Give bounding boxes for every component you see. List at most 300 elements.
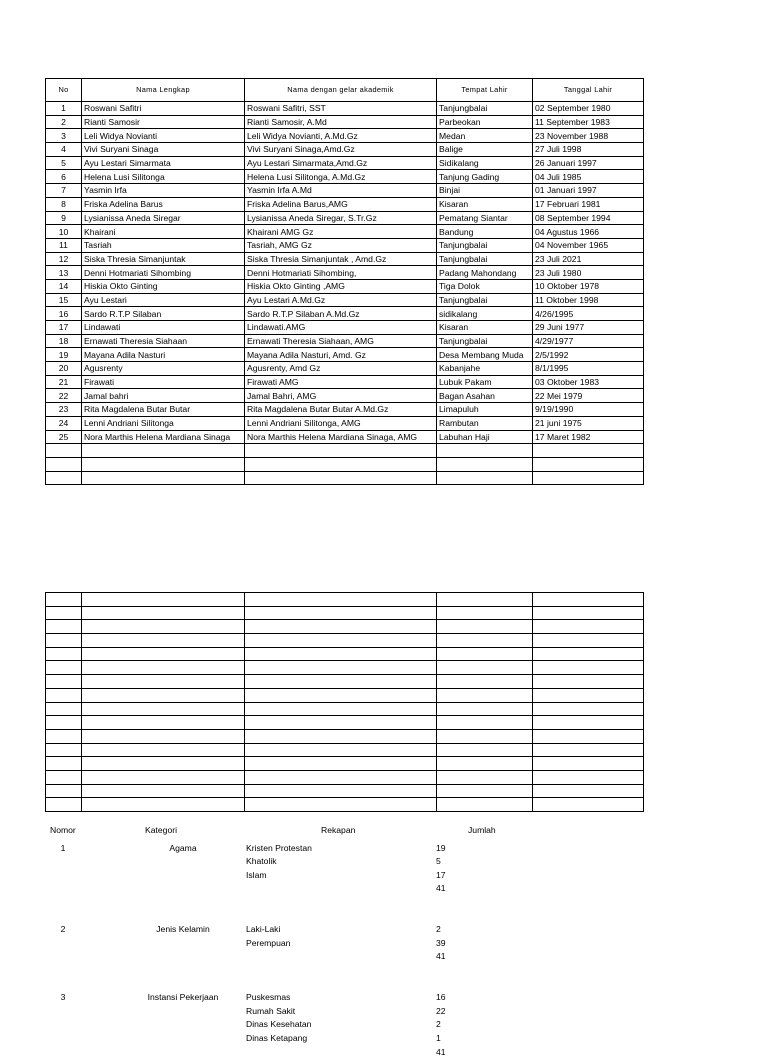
cell-no: 4: [46, 143, 82, 157]
blank-cell: [437, 620, 533, 634]
cell-no: 19: [46, 348, 82, 362]
blank-cell: [437, 784, 533, 798]
blank-cell: [245, 620, 437, 634]
rekap-item-label: Puskesmas: [246, 992, 291, 1003]
cell-tempat-lahir: Limapuluh: [437, 403, 533, 417]
blank-cell: [245, 743, 437, 757]
table-row: [46, 403, 644, 417]
cell-tempat-lahir: Parbeokan: [437, 115, 533, 129]
blank-cell: [82, 784, 245, 798]
blank-cell: [437, 757, 533, 771]
blank-cell: [533, 702, 644, 716]
blank-cell: [46, 634, 82, 648]
cell-nama-gelar: Ernawati Theresia Siahaan, AMG: [245, 334, 437, 348]
rekap-nomor: 3: [60, 992, 66, 1003]
cell-tanggal-lahir: 26 Januari 1997: [533, 156, 644, 170]
blank-cell: [437, 798, 533, 812]
rekap-item-label: Dinas Kesehatan: [246, 1019, 312, 1030]
cell-nama-gelar: Lenni Andriani Silitonga, AMG: [245, 416, 437, 430]
blank-cell: [82, 798, 245, 812]
cell-nama-lengkap: Rita Magdalena Butar Butar: [82, 403, 245, 417]
blank-cell: [82, 620, 245, 634]
blank-cell: [46, 798, 82, 812]
cell-tempat-lahir: Rambutan: [437, 416, 533, 430]
blank-cell: [533, 675, 644, 689]
rekap-item-value: 17: [436, 869, 446, 880]
blank-cell: [46, 661, 82, 675]
cell-nama-gelar: Jamal Bahri, AMG: [245, 389, 437, 403]
cell-no: 6: [46, 170, 82, 184]
cell-nama-gelar: Lysianissa Aneda Siregar, S.Tr.Gz: [245, 211, 437, 225]
cell-tempat-lahir: Tanjungbalai: [437, 102, 533, 116]
empty-cell: [245, 471, 437, 485]
cell-nama-lengkap: Yasmin Irfa: [82, 184, 245, 198]
blank-cell: [437, 729, 533, 743]
cell-nama-lengkap: Lysianissa Aneda Siregar: [82, 211, 245, 225]
blank-cell: [533, 798, 644, 812]
cell-nama-lengkap: Lenni Andriani Silitonga: [82, 416, 245, 430]
rekap-nomor: 1: [60, 842, 66, 853]
table-row: [46, 238, 644, 252]
blank-cell: [46, 620, 82, 634]
blank-row: [46, 784, 644, 798]
cell-tanggal-lahir: 21 juni 1975: [533, 416, 644, 430]
cell-tempat-lahir: Sidikalang: [437, 156, 533, 170]
blank-cell: [82, 593, 245, 607]
table-row: [46, 115, 644, 129]
cell-tanggal-lahir: 11 Oktober 1998: [533, 293, 644, 307]
rekap-item-label: Khatolik: [246, 856, 277, 867]
blank-cell: [437, 702, 533, 716]
table-row: [46, 184, 644, 198]
cell-nama-gelar: Helena Lusi Silitonga, A.Md.Gz: [245, 170, 437, 184]
table-row: [46, 211, 644, 225]
blank-row: [46, 729, 644, 743]
cell-nama-gelar: Roswani Safitri, SST: [245, 102, 437, 116]
rekap-header-rekapan: Rekapan: [321, 825, 356, 835]
blank-row: [46, 620, 644, 634]
blank-cell: [82, 716, 245, 730]
blank-row: [46, 593, 644, 607]
header-tempat-lahir: Tempat Lahir: [437, 79, 533, 102]
cell-nama-gelar: Lindawati.AMG: [245, 321, 437, 335]
blank-cell: [533, 661, 644, 675]
blank-cell: [245, 770, 437, 784]
blank-cell: [46, 675, 82, 689]
cell-no: 10: [46, 225, 82, 239]
rekap-item-label: Kristen Protestan: [246, 842, 312, 853]
empty-cell: [437, 471, 533, 485]
table-row: [46, 334, 644, 348]
cell-tempat-lahir: Kisaran: [437, 197, 533, 211]
cell-no: 25: [46, 430, 82, 444]
cell-no: 17: [46, 321, 82, 335]
cell-tanggal-lahir: 8/1/1995: [533, 362, 644, 376]
cell-tanggal-lahir: 02 September 1980: [533, 102, 644, 116]
rekap-item-value: 16: [436, 992, 446, 1003]
blank-cell: [82, 688, 245, 702]
cell-nama-lengkap: Siska Thresia Simanjuntak: [82, 252, 245, 266]
blank-cell: [46, 770, 82, 784]
empty-cell: [533, 457, 644, 471]
blank-cell: [437, 743, 533, 757]
cell-nama-lengkap: Khairani: [82, 225, 245, 239]
table-body: [46, 102, 644, 485]
empty-table-row: [46, 471, 644, 485]
blank-cell: [46, 716, 82, 730]
blank-cell: [533, 784, 644, 798]
empty-table-row: [46, 444, 644, 458]
empty-cell: [46, 457, 82, 471]
cell-tanggal-lahir: 2/5/1992: [533, 348, 644, 362]
cell-no: 7: [46, 184, 82, 198]
cell-tempat-lahir: Tanjungbalai: [437, 293, 533, 307]
table-row: [46, 225, 644, 239]
cell-no: 8: [46, 197, 82, 211]
blank-cell: [46, 729, 82, 743]
cell-nama-lengkap: Firawati: [82, 375, 245, 389]
blank-cell: [245, 634, 437, 648]
cell-tempat-lahir: Bagan Asahan: [437, 389, 533, 403]
cell-nama-gelar: Ayu Lestari A.Md.Gz: [245, 293, 437, 307]
cell-tempat-lahir: Balige: [437, 143, 533, 157]
cell-tempat-lahir: sidikalang: [437, 307, 533, 321]
blank-cell: [82, 743, 245, 757]
blank-cell: [437, 593, 533, 607]
cell-nama-lengkap: Mayana Adila Nasturi: [82, 348, 245, 362]
cell-nama-lengkap: Friska Adelina Barus: [82, 197, 245, 211]
cell-tanggal-lahir: 23 Juli 1980: [533, 266, 644, 280]
cell-nama-gelar: Khairani AMG Gz: [245, 225, 437, 239]
blank-cell: [46, 757, 82, 771]
cell-no: 12: [46, 252, 82, 266]
empty-cell: [533, 444, 644, 458]
table-row: [46, 143, 644, 157]
rekap-nomor: 2: [60, 924, 66, 935]
blank-cell: [245, 606, 437, 620]
cell-tanggal-lahir: 08 September 1994: [533, 211, 644, 225]
blank-cell: [46, 593, 82, 607]
table-row: [46, 293, 644, 307]
rekap-header-jumlah: Jumlah: [468, 825, 496, 835]
blank-cell: [533, 743, 644, 757]
cell-nama-gelar: Agusrenty, Amd Gz: [245, 362, 437, 376]
rekap-kategori: Jenis Kelamin: [156, 924, 210, 935]
blank-row: [46, 688, 644, 702]
cell-no: 21: [46, 375, 82, 389]
blank-cell: [82, 770, 245, 784]
cell-tanggal-lahir: 27 Juli 1998: [533, 143, 644, 157]
table-row: [46, 430, 644, 444]
cell-no: 9: [46, 211, 82, 225]
rekap-item-label: Dinas Ketapang: [246, 1033, 308, 1044]
rekap-kategori: Instansi Pekerjaan: [147, 992, 219, 1003]
cell-nama-lengkap: Ayu Lestari Simarmata: [82, 156, 245, 170]
blank-cell: [437, 688, 533, 702]
table-row: [46, 307, 644, 321]
blank-cell: [437, 716, 533, 730]
blank-cell: [437, 661, 533, 675]
blank-row: [46, 743, 644, 757]
empty-cell: [82, 471, 245, 485]
cell-nama-lengkap: Rianti Samosir: [82, 115, 245, 129]
blank-cell: [245, 757, 437, 771]
cell-tanggal-lahir: 04 Agustus 1966: [533, 225, 644, 239]
blank-cell: [82, 675, 245, 689]
cell-no: 20: [46, 362, 82, 376]
cell-tanggal-lahir: 01 Januari 1997: [533, 184, 644, 198]
cell-tempat-lahir: Bandung: [437, 225, 533, 239]
blank-table: [45, 592, 644, 812]
cell-nama-lengkap: Helena Lusi Silitonga: [82, 170, 245, 184]
empty-cell: [46, 444, 82, 458]
rekap-item-label: Rumah Sakit: [246, 1005, 296, 1016]
blank-row: [46, 757, 644, 771]
cell-no: 3: [46, 129, 82, 143]
rekap-total: 41: [436, 883, 446, 894]
empty-cell: [82, 444, 245, 458]
cell-tempat-lahir: Desa Membang Muda: [437, 348, 533, 362]
cell-tanggal-lahir: 23 November 1988: [533, 129, 644, 143]
table-row: [46, 129, 644, 143]
table-header-row: [46, 79, 644, 102]
cell-tanggal-lahir: 4/26/1995: [533, 307, 644, 321]
cell-tanggal-lahir: 4/29/1977: [533, 334, 644, 348]
cell-tempat-lahir: Medan: [437, 129, 533, 143]
cell-nama-lengkap: Roswani Safitri: [82, 102, 245, 116]
cell-no: 5: [46, 156, 82, 170]
cell-tanggal-lahir: 11 September 1983: [533, 115, 644, 129]
cell-tanggal-lahir: 29 Juni 1977: [533, 321, 644, 335]
cell-tempat-lahir: Padang Mahondang: [437, 266, 533, 280]
cell-nama-gelar: Sardo R.T.P Silaban A.Md.Gz: [245, 307, 437, 321]
cell-nama-gelar: Tasriah, AMG Gz: [245, 238, 437, 252]
cell-no: 2: [46, 115, 82, 129]
blank-cell: [437, 634, 533, 648]
cell-tanggal-lahir: 10 Oktober 1978: [533, 279, 644, 293]
cell-tanggal-lahir: 9/19/1990: [533, 403, 644, 417]
blank-cell: [533, 634, 644, 648]
rekap-item-value: 5: [436, 856, 441, 867]
table-row: [46, 321, 644, 335]
rekap-total: 41: [436, 1046, 446, 1057]
cell-tempat-lahir: Lubuk Pakam: [437, 375, 533, 389]
table-row: [46, 252, 644, 266]
blank-row: [46, 716, 644, 730]
cell-no: 14: [46, 279, 82, 293]
blank-cell: [245, 784, 437, 798]
cell-no: 13: [46, 266, 82, 280]
blank-cell: [82, 757, 245, 771]
cell-nama-gelar: Friska Adelina Barus,AMG: [245, 197, 437, 211]
rekap-item-value: 39: [436, 937, 446, 948]
rekap-item-value: 22: [436, 1005, 446, 1016]
employee-table: [45, 78, 644, 485]
cell-no: 16: [46, 307, 82, 321]
cell-nama-gelar: Denni Hotmariati Sihombing,: [245, 266, 437, 280]
blank-cell: [46, 606, 82, 620]
table-row: [46, 389, 644, 403]
cell-nama-lengkap: Hiskia Okto Ginting: [82, 279, 245, 293]
cell-nama-lengkap: Sardo R.T.P Silaban: [82, 307, 245, 321]
blank-cell: [437, 606, 533, 620]
cell-tempat-lahir: Tanjung Gading: [437, 170, 533, 184]
cell-nama-lengkap: Jamal bahri: [82, 389, 245, 403]
blank-cell: [245, 675, 437, 689]
cell-tempat-lahir: Binjai: [437, 184, 533, 198]
cell-tempat-lahir: Kabanjahe: [437, 362, 533, 376]
cell-nama-gelar: Mayana Adila Nasturi, Amd. Gz: [245, 348, 437, 362]
table-row: [46, 375, 644, 389]
cell-nama-lengkap: Denni Hotmariati Sihombing: [82, 266, 245, 280]
blank-cell: [82, 729, 245, 743]
cell-tempat-lahir: Tiga Dolok: [437, 279, 533, 293]
blank-cell: [46, 743, 82, 757]
blank-cell: [46, 647, 82, 661]
empty-table-row: [46, 457, 644, 471]
blank-row: [46, 702, 644, 716]
blank-cell: [245, 661, 437, 675]
rekap-item-label: Laki-Laki: [246, 924, 281, 935]
blank-cell: [533, 716, 644, 730]
cell-tempat-lahir: Pematang Siantar: [437, 211, 533, 225]
cell-tempat-lahir: Tanjungbalai: [437, 252, 533, 266]
cell-tanggal-lahir: 17 Februari 1981: [533, 197, 644, 211]
cell-no: 11: [46, 238, 82, 252]
blank-cell: [245, 798, 437, 812]
blank-cell: [82, 702, 245, 716]
cell-nama-gelar: Vivi Suryani Sinaga,Amd.Gz: [245, 143, 437, 157]
empty-cell: [437, 444, 533, 458]
cell-nama-gelar: Rita Magdalena Butar Butar A.Md.Gz: [245, 403, 437, 417]
rekap-item-value: 19: [436, 842, 446, 853]
cell-nama-gelar: Hiskia Okto Ginting ,AMG: [245, 279, 437, 293]
cell-nama-gelar: Rianti Samosir, A.Md: [245, 115, 437, 129]
blank-cell: [245, 647, 437, 661]
rekap-header-kategori: Kategori: [145, 825, 178, 835]
blank-row: [46, 675, 644, 689]
rekap-total: 41: [436, 951, 446, 962]
rekap-item-value: 2: [436, 1019, 441, 1030]
empty-cell: [46, 471, 82, 485]
cell-no: 1: [46, 102, 82, 116]
blank-cell: [245, 688, 437, 702]
blank-cell: [46, 784, 82, 798]
cell-nama-lengkap: Agusrenty: [82, 362, 245, 376]
blank-cell: [437, 647, 533, 661]
blank-cell: [82, 647, 245, 661]
rekap-item-label: Islam: [246, 869, 267, 880]
blank-table-body: [46, 593, 644, 812]
blank-cell: [533, 770, 644, 784]
cell-tanggal-lahir: 03 Oktober 1983: [533, 375, 644, 389]
cell-tanggal-lahir: 04 Juli 1985: [533, 170, 644, 184]
cell-nama-lengkap: Lindawati: [82, 321, 245, 335]
cell-tempat-lahir: Labuhan Haji: [437, 430, 533, 444]
cell-tempat-lahir: Kisaran: [437, 321, 533, 335]
cell-nama-gelar: Nora Marthis Helena Mardiana Sinaga, AMG: [245, 430, 437, 444]
cell-nama-gelar: Ayu Lestari Simarmata,Amd.Gz: [245, 156, 437, 170]
cell-nama-gelar: Firawati AMG: [245, 375, 437, 389]
cell-tempat-lahir: Tanjungbalai: [437, 238, 533, 252]
rekap-item-value: 1: [436, 1033, 441, 1044]
cell-tanggal-lahir: 22 Mei 1979: [533, 389, 644, 403]
table-row: [46, 156, 644, 170]
cell-nama-lengkap: Vivi Suryani Sinaga: [82, 143, 245, 157]
cell-nama-lengkap: Ernawati Theresia Siahaan: [82, 334, 245, 348]
rekap-header-nomor: Nomor: [50, 825, 76, 835]
cell-no: 15: [46, 293, 82, 307]
empty-cell: [82, 457, 245, 471]
table-row: [46, 348, 644, 362]
cell-no: 22: [46, 389, 82, 403]
empty-cell: [245, 457, 437, 471]
blank-row: [46, 661, 644, 675]
blank-row: [46, 606, 644, 620]
cell-tanggal-lahir: 23 Juli 2021: [533, 252, 644, 266]
cell-nama-lengkap: Leli Widya Novianti: [82, 129, 245, 143]
blank-cell: [46, 688, 82, 702]
blank-cell: [46, 702, 82, 716]
cell-tanggal-lahir: 04 November 1965: [533, 238, 644, 252]
cell-no: 18: [46, 334, 82, 348]
table-row: [46, 102, 644, 116]
header-tanggal-lahir: Tanggal Lahir: [533, 79, 644, 102]
header-nama-lengkap: Nama Lengkap: [82, 79, 245, 102]
rekap-item-value: 2: [436, 924, 441, 935]
blank-cell: [245, 702, 437, 716]
blank-cell: [245, 716, 437, 730]
blank-row: [46, 770, 644, 784]
cell-tanggal-lahir: 17 Maret 1982: [533, 430, 644, 444]
blank-cell: [82, 634, 245, 648]
blank-cell: [245, 729, 437, 743]
empty-cell: [533, 471, 644, 485]
blank-cell: [245, 593, 437, 607]
cell-no: 24: [46, 416, 82, 430]
table-row: [46, 279, 644, 293]
table-row: [46, 197, 644, 211]
blank-row: [46, 634, 644, 648]
cell-nama-lengkap: Tasriah: [82, 238, 245, 252]
header-no: No: [46, 79, 82, 102]
cell-no: 23: [46, 403, 82, 417]
cell-nama-gelar: Siska Thresia Simanjuntak , Amd.Gz: [245, 252, 437, 266]
table-row: [46, 266, 644, 280]
blank-cell: [533, 688, 644, 702]
cell-nama-gelar: Yasmin Irfa A.Md: [245, 184, 437, 198]
blank-cell: [533, 757, 644, 771]
cell-tempat-lahir: Tanjungbalai: [437, 334, 533, 348]
blank-row: [46, 647, 644, 661]
cell-nama-lengkap: Ayu Lestari: [82, 293, 245, 307]
cell-nama-gelar: Leli Widya Novianti, A.Md.Gz: [245, 129, 437, 143]
blank-cell: [533, 593, 644, 607]
header-nama-gelar: Nama dengan gelar akademik: [245, 79, 437, 102]
blank-cell: [82, 606, 245, 620]
table-row: [46, 362, 644, 376]
table-row: [46, 170, 644, 184]
blank-cell: [437, 675, 533, 689]
empty-cell: [437, 457, 533, 471]
rekap-item-label: Perempuan: [246, 937, 291, 948]
blank-cell: [82, 661, 245, 675]
blank-cell: [533, 606, 644, 620]
blank-cell: [437, 770, 533, 784]
cell-nama-lengkap: Nora Marthis Helena Mardiana Sinaga: [82, 430, 245, 444]
table-row: [46, 416, 644, 430]
rekap-kategori: Agama: [169, 842, 197, 853]
